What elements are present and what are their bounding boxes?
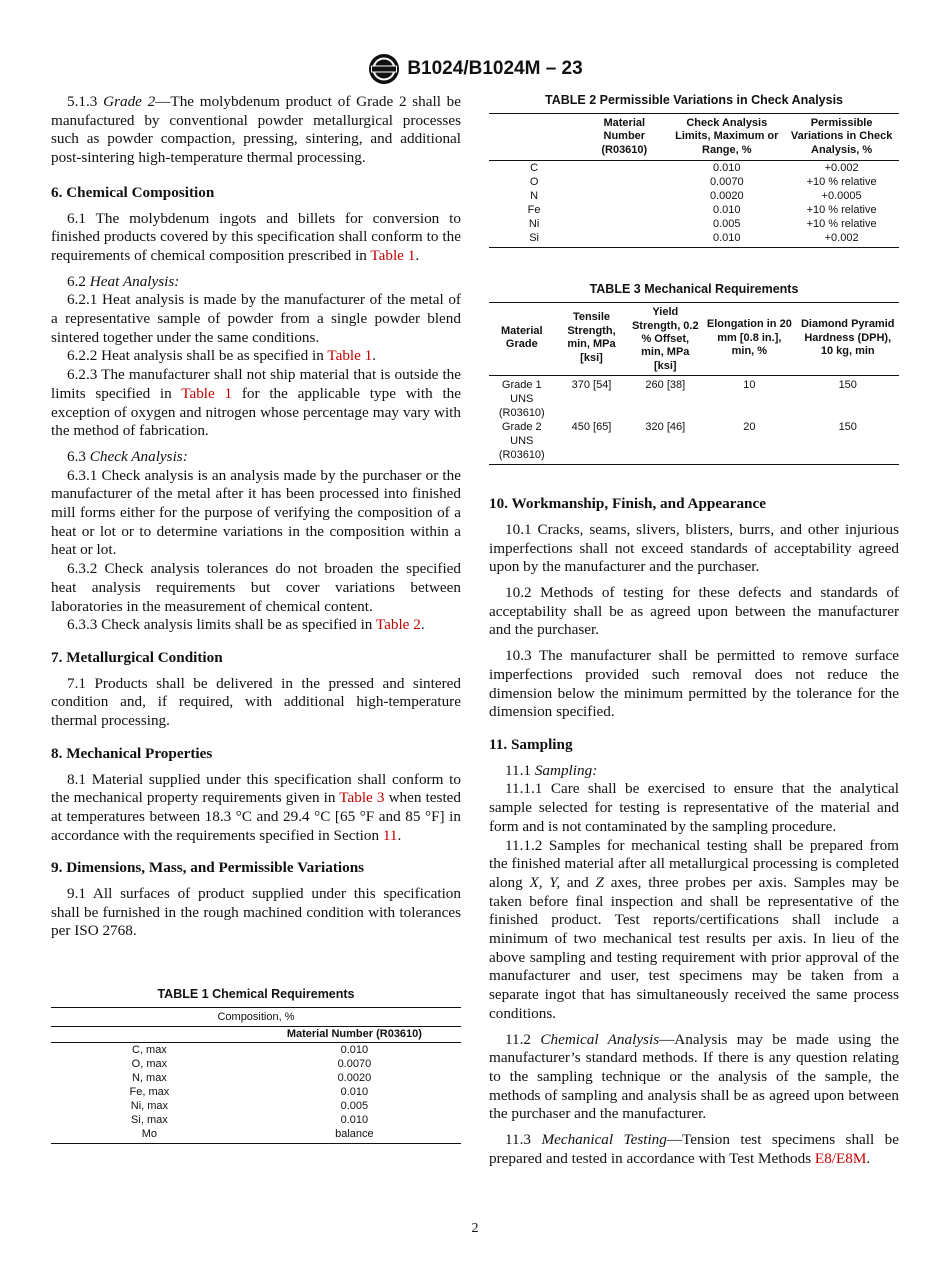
table-cell: C [530, 162, 539, 175]
table-cell: Grade 2 UNS (R03610) [498, 421, 545, 462]
table-cell: 0.0070 [709, 176, 744, 189]
table-row [51, 1099, 461, 1113]
section-11-link[interactable]: 11 [382, 826, 398, 844]
paragraph-6-2: 6.2 Heat Analysis: [67, 272, 180, 290]
table-1-link[interactable]: Table 1 [370, 246, 416, 264]
table-3-header-tensile: Tensile Strength, min, MPa [ksi] [555, 303, 629, 376]
table-cell: +10 % relative [806, 218, 877, 231]
table-cell [579, 175, 669, 189]
table-cell: 0.0020 [709, 190, 744, 203]
table-cell [579, 189, 669, 203]
table-row [51, 1113, 461, 1127]
table-cell: Grade 1 UNS (R03610) [498, 379, 545, 420]
table-row [489, 376, 899, 421]
astm-logo-icon [367, 52, 401, 86]
table-3-header-grade: Material Grade [489, 303, 555, 376]
paragraph-6-3-2: 6.3.2 Check analysis tolerances do not broaden the specified heat analysis requirements but cover variations between laboratories in the measurement of chemical content. [51, 560, 461, 615]
right-column [489, 93, 899, 1168]
table-cell [579, 231, 669, 248]
table-3-grid [489, 302, 899, 465]
paragraph-8-1: 8.1 Material supplied under this specification shall conform to the mechanical property requirements given in Table 3 when tested at temperatures between 18.3 °C and 29.4 °C [65 °F and 85 °F] in accordance with the requirements specified in Section 11. [51, 770, 461, 844]
section-9-heading: 9. Dimensions, Mass, and Permissible Variations [51, 859, 365, 877]
paragraph-11-1-2: 11.1.2 Samples for mechanical testing shall be prepared from the finished material after all metallurgical processing is completed along X, Y, and Z axes, three probes per axis. Samples may be taken before final inspection and shall be representative of the finished product. Test reports/certifications shall include a minimum of two mechanical test results per axis. In lieu of the above sampling and testing requirement with prior approval of the manufacturer and user, test specimens may be taken from a separate ingot that has simultaneously received the same process conditions. [489, 836, 899, 1022]
paragraph-6-1: 6.1 The molybdenum ingots and billets for conversion to finished products covered by this specification shall conform to the requirements of chemical composition prescribed in Table 1. [51, 209, 461, 264]
table-cell: C, max [131, 1043, 167, 1056]
table-cell: Mo [141, 1127, 158, 1140]
table-row [489, 217, 899, 231]
table-cell: Si [529, 232, 539, 245]
table-1-link[interactable]: Table 1 [327, 347, 373, 365]
table-cell: Ni, max [130, 1099, 169, 1112]
table-cell: 0.010 [340, 1043, 369, 1056]
section-7-heading: 7. Metallurgical Condition [51, 648, 223, 666]
paragraph-10-2: 10.2 Methods of testing for these defects and standards of acceptability shall be as agreed upon between the manufacturer and the purchaser. [489, 584, 899, 639]
paragraph-6-3-1: 6.3.1 Check analysis is an analysis made by the purchaser or the manufacturer of the metal after it has been processed into finished mill forms either for the purpose of verifying the composition of a heat or lot or to determine variations in the composition within a heat or lot. [51, 466, 461, 559]
paragraph-6-2-2: 6.2.2 Heat analysis shall be as specified in Table 1. [67, 347, 377, 365]
table-row [489, 231, 899, 248]
table-1-link[interactable]: Table 1 [181, 384, 233, 402]
table-cell: N, max [131, 1071, 167, 1084]
table-cell: N [530, 190, 539, 203]
table-cell: +0.0005 [821, 190, 862, 203]
table-cell: 150 [838, 379, 857, 392]
table-3-header-hardness: Diamond Pyramid Hardness (DPH), 10 kg, min [796, 303, 899, 376]
table-cell: 0.005 [340, 1099, 369, 1112]
table-row [489, 189, 899, 203]
paragraph-6-2-1: 6.2.1 Heat analysis is made by the manufacturer of the metal of a representative sample of powder from a single powder blend sintered together under the same conditions. [51, 291, 461, 346]
table-1-group-header: Composition, % [51, 1008, 461, 1026]
e8-e8m-link[interactable]: E8/E8M [814, 1149, 867, 1167]
table-row [51, 1127, 461, 1144]
table-cell: 320 [46] [645, 421, 686, 434]
table-cell: 0.010 [713, 162, 741, 175]
table-cell: O [529, 176, 539, 189]
paragraph-6-3: 6.3 Check Analysis: [67, 447, 188, 465]
section-11-heading: 11. Sampling [489, 735, 573, 753]
page-header [0, 52, 950, 86]
table-1-grid [51, 1007, 461, 1144]
table-1-title: TABLE 1 Chemical Requirements [157, 987, 355, 1002]
table-cell: 260 [38] [645, 379, 686, 392]
table-cell [579, 161, 669, 176]
section-8-heading: 8. Mechanical Properties [51, 744, 213, 762]
table-2-link[interactable]: Table 2 [375, 616, 421, 634]
table-row [489, 175, 899, 189]
table-2-header-material: Material Number (R03610) [579, 114, 669, 161]
table-cell: 0.010 [713, 204, 741, 217]
table-cell: +0.002 [824, 232, 859, 245]
table-3-title: TABLE 3 Mechanical Requirements [589, 282, 799, 297]
paragraph-10-3: 10.3 The manufacturer shall be permitted to remove surface imperfections provided such removal does not reduce the dimension below the minimum permitted by the tolerance for the dimension specified. [489, 647, 899, 721]
paragraph-11-1: 11.1 Sampling: [505, 761, 598, 779]
paragraph-11-2: 11.2 Chemical Analysis—Analysis may be made using the manufacturer’s standard methods. If there is any question relating to the sampling technique or the analysis of the sample, the methods of sampling and analysis shall be as agreed upon between the purchaser and the manufacturer. [489, 1030, 899, 1123]
right-text [489, 495, 899, 1168]
left-column [51, 93, 461, 1144]
table-1 [51, 987, 461, 1144]
table-2-grid [489, 113, 899, 248]
table-cell: +0.002 [824, 162, 859, 175]
table-2-header-limits: Check Analysis Limits, Maximum or Range, % [669, 114, 784, 161]
table-cell: Ni [528, 218, 540, 231]
table-cell: 450 [65] [571, 421, 612, 434]
paragraph-11-1-1: 11.1.1 Care shall be exercised to ensure that the analytical sample selected for testing is representative of the material and form and is not contaminated by the sampling procedure. [489, 780, 899, 835]
table-2-title: TABLE 2 Permissible Variations in Check Analysis [544, 93, 844, 107]
table-cell: 0.010 [713, 232, 741, 245]
table-row [489, 203, 899, 217]
table-cell: 10 [743, 379, 756, 392]
table-1-blank-header [51, 1026, 248, 1042]
paragraph-10-1: 10.1 Cracks, seams, slivers, blisters, burrs, and other injurious imperfections shall not exceed standards of acceptability agreed upon by the manufacturer and the purchaser. [489, 520, 899, 576]
table-cell: 0.010 [340, 1113, 369, 1126]
table-row [51, 1042, 461, 1057]
paragraph-11-3: 11.3 Mechanical Testing—Tension test specimens shall be prepared and tested in accordance with Test Methods E8/E8M. [489, 1131, 899, 1167]
table-row [51, 1085, 461, 1099]
table-cell: 0.0020 [337, 1071, 372, 1084]
paragraph-9-1: 9.1 All surfaces of product supplied under this specification shall be furnished in the rough machined condition with tolerances per ISO 2768. [51, 885, 461, 940]
table-3-link[interactable]: Table 3 [339, 789, 385, 807]
table-row [489, 161, 899, 176]
table-cell: Si, max [131, 1113, 168, 1126]
paragraph-6-3-3: 6.3.3 Check analysis limits shall be as specified in Table 2. [67, 616, 425, 634]
paragraph-5-1-3: 5.1.3 Grade 2—The molybdenum product of Grade 2 shall be manufactured by conventional powder metallurgical processes such as powder compaction, pressing, sintering, and additional post-sintering high-temperature thermal processing. [51, 93, 461, 167]
table-3-header-yield: Yield Strength, 0.2 % Offset, min, MPa [ksi] [628, 303, 702, 376]
table-cell: 20 [743, 421, 756, 434]
table-2 [489, 93, 899, 248]
paragraph-7-1: 7.1 Products shall be delivered in the pressed and sintered condition and, if required, with additional high-temperature thermal processing. [51, 674, 461, 730]
table-cell: 370 [54] [571, 379, 612, 392]
table-3-header-elongation: Elongation in 20 mm [0.8 in.], min, % [702, 303, 796, 376]
table-cell: 0.005 [713, 218, 741, 231]
table-1-column-header: Material Number (R03610) [248, 1026, 461, 1042]
section-6-heading: 6. Chemical Composition [51, 183, 215, 201]
standard-designation: B1024/B1024M – 23 [407, 58, 583, 79]
table-cell [579, 203, 669, 217]
table-cell: balance [335, 1127, 374, 1140]
table-2-blank-header [489, 114, 579, 161]
section-10-heading: 10. Workmanship, Finish, and Appearance [489, 495, 766, 513]
table-row [51, 1071, 461, 1085]
table-cell [579, 217, 669, 231]
table-cell: 0.0070 [337, 1057, 372, 1070]
table-cell: Fe [527, 204, 541, 217]
table-cell: 150 [838, 421, 857, 434]
table-row [489, 420, 899, 465]
table-cell: +10 % relative [806, 176, 877, 189]
table-cell: O, max [131, 1057, 168, 1070]
table-row [51, 1057, 461, 1071]
paragraph-6-2-3: 6.2.3 The manufacturer shall not ship material that is outside the limits specified in Table 1 for the applicable type with the exception of oxygen and nitrogen whose percentage may vary with the method of fabrication. [51, 366, 462, 440]
page-number: 2 [471, 1221, 479, 1236]
table-cell: 0.010 [340, 1085, 369, 1098]
table-2-header-variations: Permissible Variations in Check Analysis, % [784, 114, 899, 161]
table-3 [489, 282, 899, 465]
table-cell: +10 % relative [806, 204, 877, 217]
table-cell: Fe, max [129, 1085, 170, 1098]
